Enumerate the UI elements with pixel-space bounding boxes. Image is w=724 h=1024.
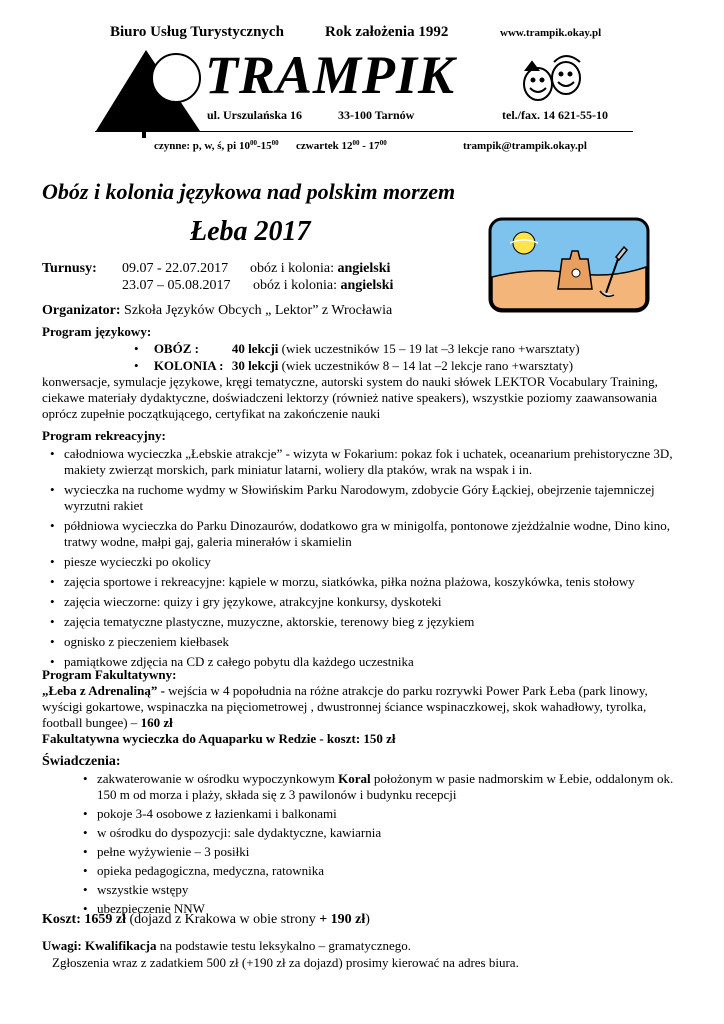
list-item: • półdniowa wycieczka do Parku Dinozaurów, dodatkowo gra w minigolfa, pontonowe zjeżdżalnie wodne, Dino kino, tratwy wodne, małpi gaj, galeria minerałów i skamielin: [64, 518, 684, 550]
optional-aquapark: Fakultatywna wycieczka do Aquaparku w Redzie - koszt: 150 zł: [42, 731, 396, 746]
notes-line-2: Zgłoszenia wraz z zadatkiem 500 zł (+190 zł za dojazd) prosimy kierować na adres biura.: [52, 955, 519, 970]
organizer: Organizator: Szkoła Języków Obcych „ Lektor” z Wrocławia: [42, 303, 393, 318]
email-link[interactable]: trampik@trampik.okay.pl: [463, 140, 587, 152]
logo-title: TRAMPIK: [205, 45, 456, 105]
phone-number: tel./fax. 14 621-55-10: [502, 108, 608, 122]
list-item: • wycieczka na ruchome wydmy w Słowińskim Parku Narodowym, zdobycie Góry Łąckiej, obejrzenie tajemniczej wyrzutni rakiet: [64, 482, 684, 514]
turnus-desc: obóz i kolonia: angielski: [250, 261, 391, 276]
list-item: • zakwaterowanie w ośrodku wypoczynkowym Koral położonym w pasie nadmorskim w Łebie, oddalonym ok. 150 m od morza i plaży, składa się z 3 pawilonów i budynku recepcji: [97, 771, 687, 803]
address-postal: 33-100 Tarnów: [338, 108, 415, 122]
section-heading-services: Świadczenia:: [42, 754, 121, 769]
list-item: • zajęcia wieczorne: quizy i gry językowe, atrakcyjne konkursy, dyskoteki: [64, 594, 684, 610]
section-heading-language: Program językowy:: [42, 324, 152, 339]
recreation-list: [64, 446, 684, 674]
page-title: Obóz i kolonia językowa nad polskim morzem: [42, 179, 456, 204]
list-item: • zajęcia tematyczne plastyczne, muzyczne, aktorskie, terenowy bieg z językiem: [64, 614, 684, 630]
page-subtitle: Łeba 2017: [190, 216, 311, 247]
logo-tree-icon: [94, 44, 204, 134]
turnus-dates: 23.07 – 05.08.2017: [122, 278, 231, 293]
list-item: • pełne wyżywienie – 3 posiłki: [97, 844, 687, 860]
founded-year: Rok założenia 1992: [325, 24, 449, 40]
office-hours: czynne: p, w, ś, pi $10^{00}-15^{00}$: [154, 139, 279, 152]
kids-faces-icon: [518, 48, 588, 108]
services-list: [97, 771, 687, 920]
list-item: • opieka pedagogiczna, medyczna, ratownika: [97, 863, 687, 879]
cost: Koszt: 1659 zł (dojazd z Krakowa w obie strony + 190 zł): [42, 912, 370, 927]
list-item: • całodniowa wycieczka „Łebskie atrakcje” - wizyta w Fokarium: pokaz fok i uchatek, oceanarium prehistoryczne 3D, makiety zwierząt morskich, park miniatur latarni, woliery dla ptaków, wrak na wspak i in.: [64, 446, 684, 478]
office-hours-thursday: czwartek $12^{00} - 17^{00}$: [296, 139, 387, 152]
header-divider: [95, 131, 633, 132]
notes-line-1: Uwagi: Kwalifikacja na podstawie testu leksykalno – gramatycznego.: [42, 938, 411, 953]
website-link[interactable]: www.trampik.okay.pl: [500, 27, 602, 39]
list-item: • wszystkie wstępy: [97, 882, 687, 898]
list-item: • KOLONIA : 30 lekcji (wiek uczestników 8 – 14 lat –2 lekcje rano +warsztaty): [134, 358, 574, 373]
list-item: • pokoje 3-4 osobowe z łazienkami i balkonami: [97, 806, 687, 822]
list-item: • OBÓZ : 40 lekcji (wiek uczestników 15 – 19 lat –3 lekcje rano +warsztaty): [134, 341, 580, 356]
turnus-desc: obóz i kolonia: angielski: [253, 278, 394, 293]
turnus-dates: 09.07 - 22.07.2017: [122, 261, 229, 276]
beach-sandcastle-illustration: [488, 217, 650, 313]
list-item: • pamiątkowe zdjęcia na CD z całego pobytu dla każdego uczestnika: [64, 654, 684, 670]
agency-name: Biuro Usług Turystycznych: [110, 24, 284, 40]
list-item: • w ośrodku do dyspozycji: sale dydaktyczne, kawiarnia: [97, 825, 687, 841]
language-program-description: konwersacje, symulacje językowe, kręgi tematyczne, autorski system do nauki słówek LEKTOR Vocabulary Training, ciekawe materiały dydaktyczne, doświadczeni lektorzy (również native speakers), wszystkie poziomy zaawansowania oprócz zupełnie początkującego, certyfikat na zakończenie nauki: [42, 374, 658, 421]
list-item: • piesze wycieczki po okolicy: [64, 554, 684, 570]
logo-trunk-icon: [141, 128, 147, 138]
optional-adrenaline: „Łeba z Adrenaliną” - wejścia w 4 popołudnia na różne atrakcje do parku rozrywki Power Park Łeba (park linowy, wyścigi gokartowe, wspinaczka na pięciometrowej , dwustronnej ściance wspinaczkowej, skok wahadłowy, tyrolka, football bungee) – 160 zł: [42, 683, 648, 730]
turnusy-label: Turnusy:: [42, 261, 97, 276]
list-item: • ubezpieczenie NNW: [97, 901, 687, 917]
list-item: • ognisko z pieczeniem kiełbasek: [64, 634, 684, 650]
section-heading-optional: Program Fakultatywny:: [42, 667, 177, 682]
section-heading-recreation: Program rekreacyjny:: [42, 428, 166, 443]
list-item: • zajęcia sportowe i rekreacyjne: kąpiele w morzu, siatkówka, piłka nożna plażowa, koszykówka, tenis stołowy: [64, 574, 684, 590]
address-street: ul. Urszulańska 16: [207, 108, 303, 122]
